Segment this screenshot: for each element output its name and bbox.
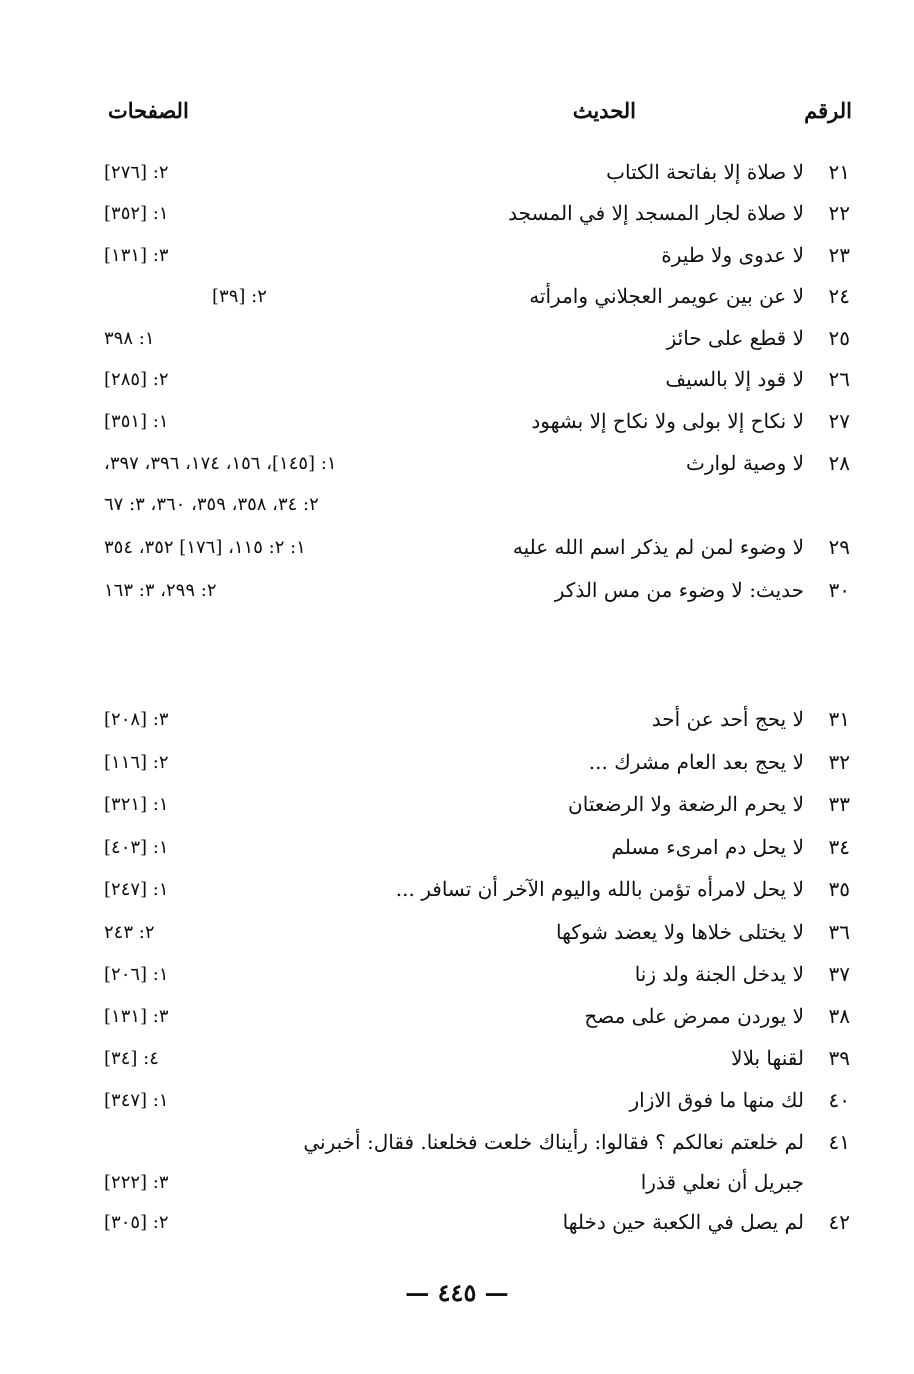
page-references: ١: [٣٤٧] (104, 1090, 169, 1111)
page-references: ٢: ٢٩٩، ٣: ١٦٣ (104, 580, 217, 601)
hadith-number: ٢١ (828, 160, 850, 184)
page-references: ٢: [١١٦] (104, 752, 169, 773)
hadith-text: حديث: لا وضوء من مس الذكر (554, 578, 804, 602)
index-row (0, 962, 914, 1002)
index-row (0, 160, 914, 200)
page-references: ١: [٣٥٢] (104, 203, 169, 224)
page-number: — ٤٤٥ — (405, 1278, 509, 1307)
page-references: ٢: [٣٠٥] (104, 1212, 169, 1233)
hadith-text: لا يحل لامرأه تؤمن بالله واليوم الآخر أن تسافر ... (395, 877, 804, 901)
hadith-number: ٣٢ (828, 750, 850, 774)
hadith-text: لا وصية لوارث (686, 451, 804, 475)
hadith-number: ٤١ (828, 1130, 850, 1154)
page-references: ٢: ٣٤، ٣٥٨، ٣٥٩، ٣٦٠، ٣: ٦٧ (104, 494, 319, 515)
page-references: ٣: [٢٢٢] (104, 1172, 169, 1193)
header-pages: الصفحات (108, 98, 189, 123)
hadith-text: لم خلعتم نعالكم ؟ فقالوا: رأيناك خلعت فخلعنا. فقال: أخبرني (303, 1130, 804, 1154)
page-references: ١: [٢٤٧] (104, 879, 169, 900)
hadith-text: لا يحج بعد العام مشرك ... (588, 750, 804, 774)
index-row (0, 1004, 914, 1044)
page-references: ٢: [٢٨٥] (104, 369, 169, 390)
hadith-number: ٣٨ (828, 1004, 850, 1028)
hadith-number: ٢٨ (828, 451, 850, 475)
hadith-number: ٣١ (828, 707, 850, 731)
hadith-number: ٢٧ (828, 409, 850, 433)
page-references: ١: [٢٠٦] (104, 964, 169, 985)
hadith-text: جبريل أن نعلي قذرا (640, 1170, 804, 1194)
header-number: الرقم (804, 98, 852, 123)
index-row (0, 1170, 914, 1210)
index-row (0, 367, 914, 407)
hadith-text: لك منها ما فوق الازار (629, 1088, 804, 1112)
hadith-number: ٤٠ (828, 1088, 850, 1112)
page-references: ٢: [٢٧٦] (104, 162, 169, 183)
hadith-number: ٢٦ (828, 367, 850, 391)
page-references: ٣: [٢٠٨] (104, 709, 169, 730)
hadith-number: ٢٤ (828, 284, 850, 308)
index-row (0, 201, 914, 241)
hadith-text: لا يحج أحد عن أحد (651, 707, 804, 731)
index-row (0, 535, 914, 575)
index-row (0, 1046, 914, 1086)
hadith-text: لا صلاة إلا بفاتحة الكتاب (606, 160, 804, 184)
page-references: ٤: [٣٤] (104, 1048, 159, 1069)
hadith-number: ٣٦ (828, 920, 850, 944)
index-row (0, 326, 914, 366)
hadith-text: لا عن بين عويمر العجلاني وامرأته (529, 284, 804, 308)
hadith-text: لا عدوى ولا طيرة (661, 243, 804, 267)
hadith-number: ٢٣ (828, 243, 850, 267)
hadith-text: لا قطع على حائز (666, 326, 804, 350)
index-row (0, 1130, 914, 1170)
hadith-text: لا يحل دم امرىء مسلم (611, 835, 804, 859)
hadith-number: ٢٥ (828, 326, 850, 350)
hadith-number: ٤٢ (828, 1210, 850, 1234)
hadith-text: لقنها بلالا (731, 1046, 804, 1070)
page-references: ١: [٣٥١] (104, 411, 169, 432)
hadith-number: ٣٤ (828, 835, 850, 859)
index-row (0, 835, 914, 875)
page-references: ١: ٢: ١١٥، [١٧٦] ٣٥٢، ٣٥٤ (104, 537, 306, 558)
hadith-text: لا صلاة لجار المسجد إلا في المسجد (508, 201, 804, 225)
hadith-text: لا قود إلا بالسيف (665, 367, 804, 391)
page-references: ٢: [٣٩] (212, 286, 267, 307)
index-row (0, 451, 914, 491)
page-references: ١: [٤٠٣] (104, 837, 169, 858)
page-references: ١: [١٤٥]، ١٥٦، ١٧٤، ٣٩٦، ٣٩٧، (104, 453, 337, 474)
hadith-text: لا نكاح إلا بولى ولا نكاح إلا بشهود (531, 409, 804, 433)
hadith-text: لا وضوء لمن لم يذكر اسم الله عليه (512, 535, 804, 559)
index-row (0, 243, 914, 283)
header-hadith: الحديث (572, 98, 636, 123)
hadith-text: لا يدخل الجنة ولد زنا (634, 962, 804, 986)
index-row (0, 920, 914, 960)
hadith-number: ٣٧ (828, 962, 850, 986)
index-row (0, 492, 914, 532)
page-references: ٢: ٢٤٣ (104, 922, 155, 943)
index-row (0, 792, 914, 832)
page-references: ١: ٣٩٨ (104, 328, 155, 349)
index-row (0, 409, 914, 449)
hadith-text: لا يختلى خلاها ولا يعضد شوكها (556, 920, 804, 944)
index-row (0, 877, 914, 917)
index-row (0, 284, 914, 324)
index-row (0, 1210, 914, 1250)
index-row (0, 707, 914, 747)
hadith-text: لا يحرم الرضعة ولا الرضعتان (568, 792, 804, 816)
page-references: ٣: [١٣١] (104, 1006, 169, 1027)
hadith-number: ٢٢ (828, 201, 850, 225)
index-row (0, 578, 914, 618)
hadith-number: ٣٥ (828, 877, 850, 901)
hadith-text: لم يصل في الكعبة حين دخلها (562, 1210, 804, 1234)
hadith-number: ٣٠ (828, 578, 850, 602)
index-row (0, 1088, 914, 1128)
hadith-number: ٣٣ (828, 792, 850, 816)
hadith-number: ٢٩ (828, 535, 850, 559)
hadith-number: ٣٩ (828, 1046, 850, 1070)
index-row (0, 750, 914, 790)
hadith-text: لا يوردن ممرض على مصح (584, 1004, 804, 1028)
page-references: ٣: [١٣١] (104, 245, 169, 266)
page-references: ١: [٣٢١] (104, 794, 169, 815)
